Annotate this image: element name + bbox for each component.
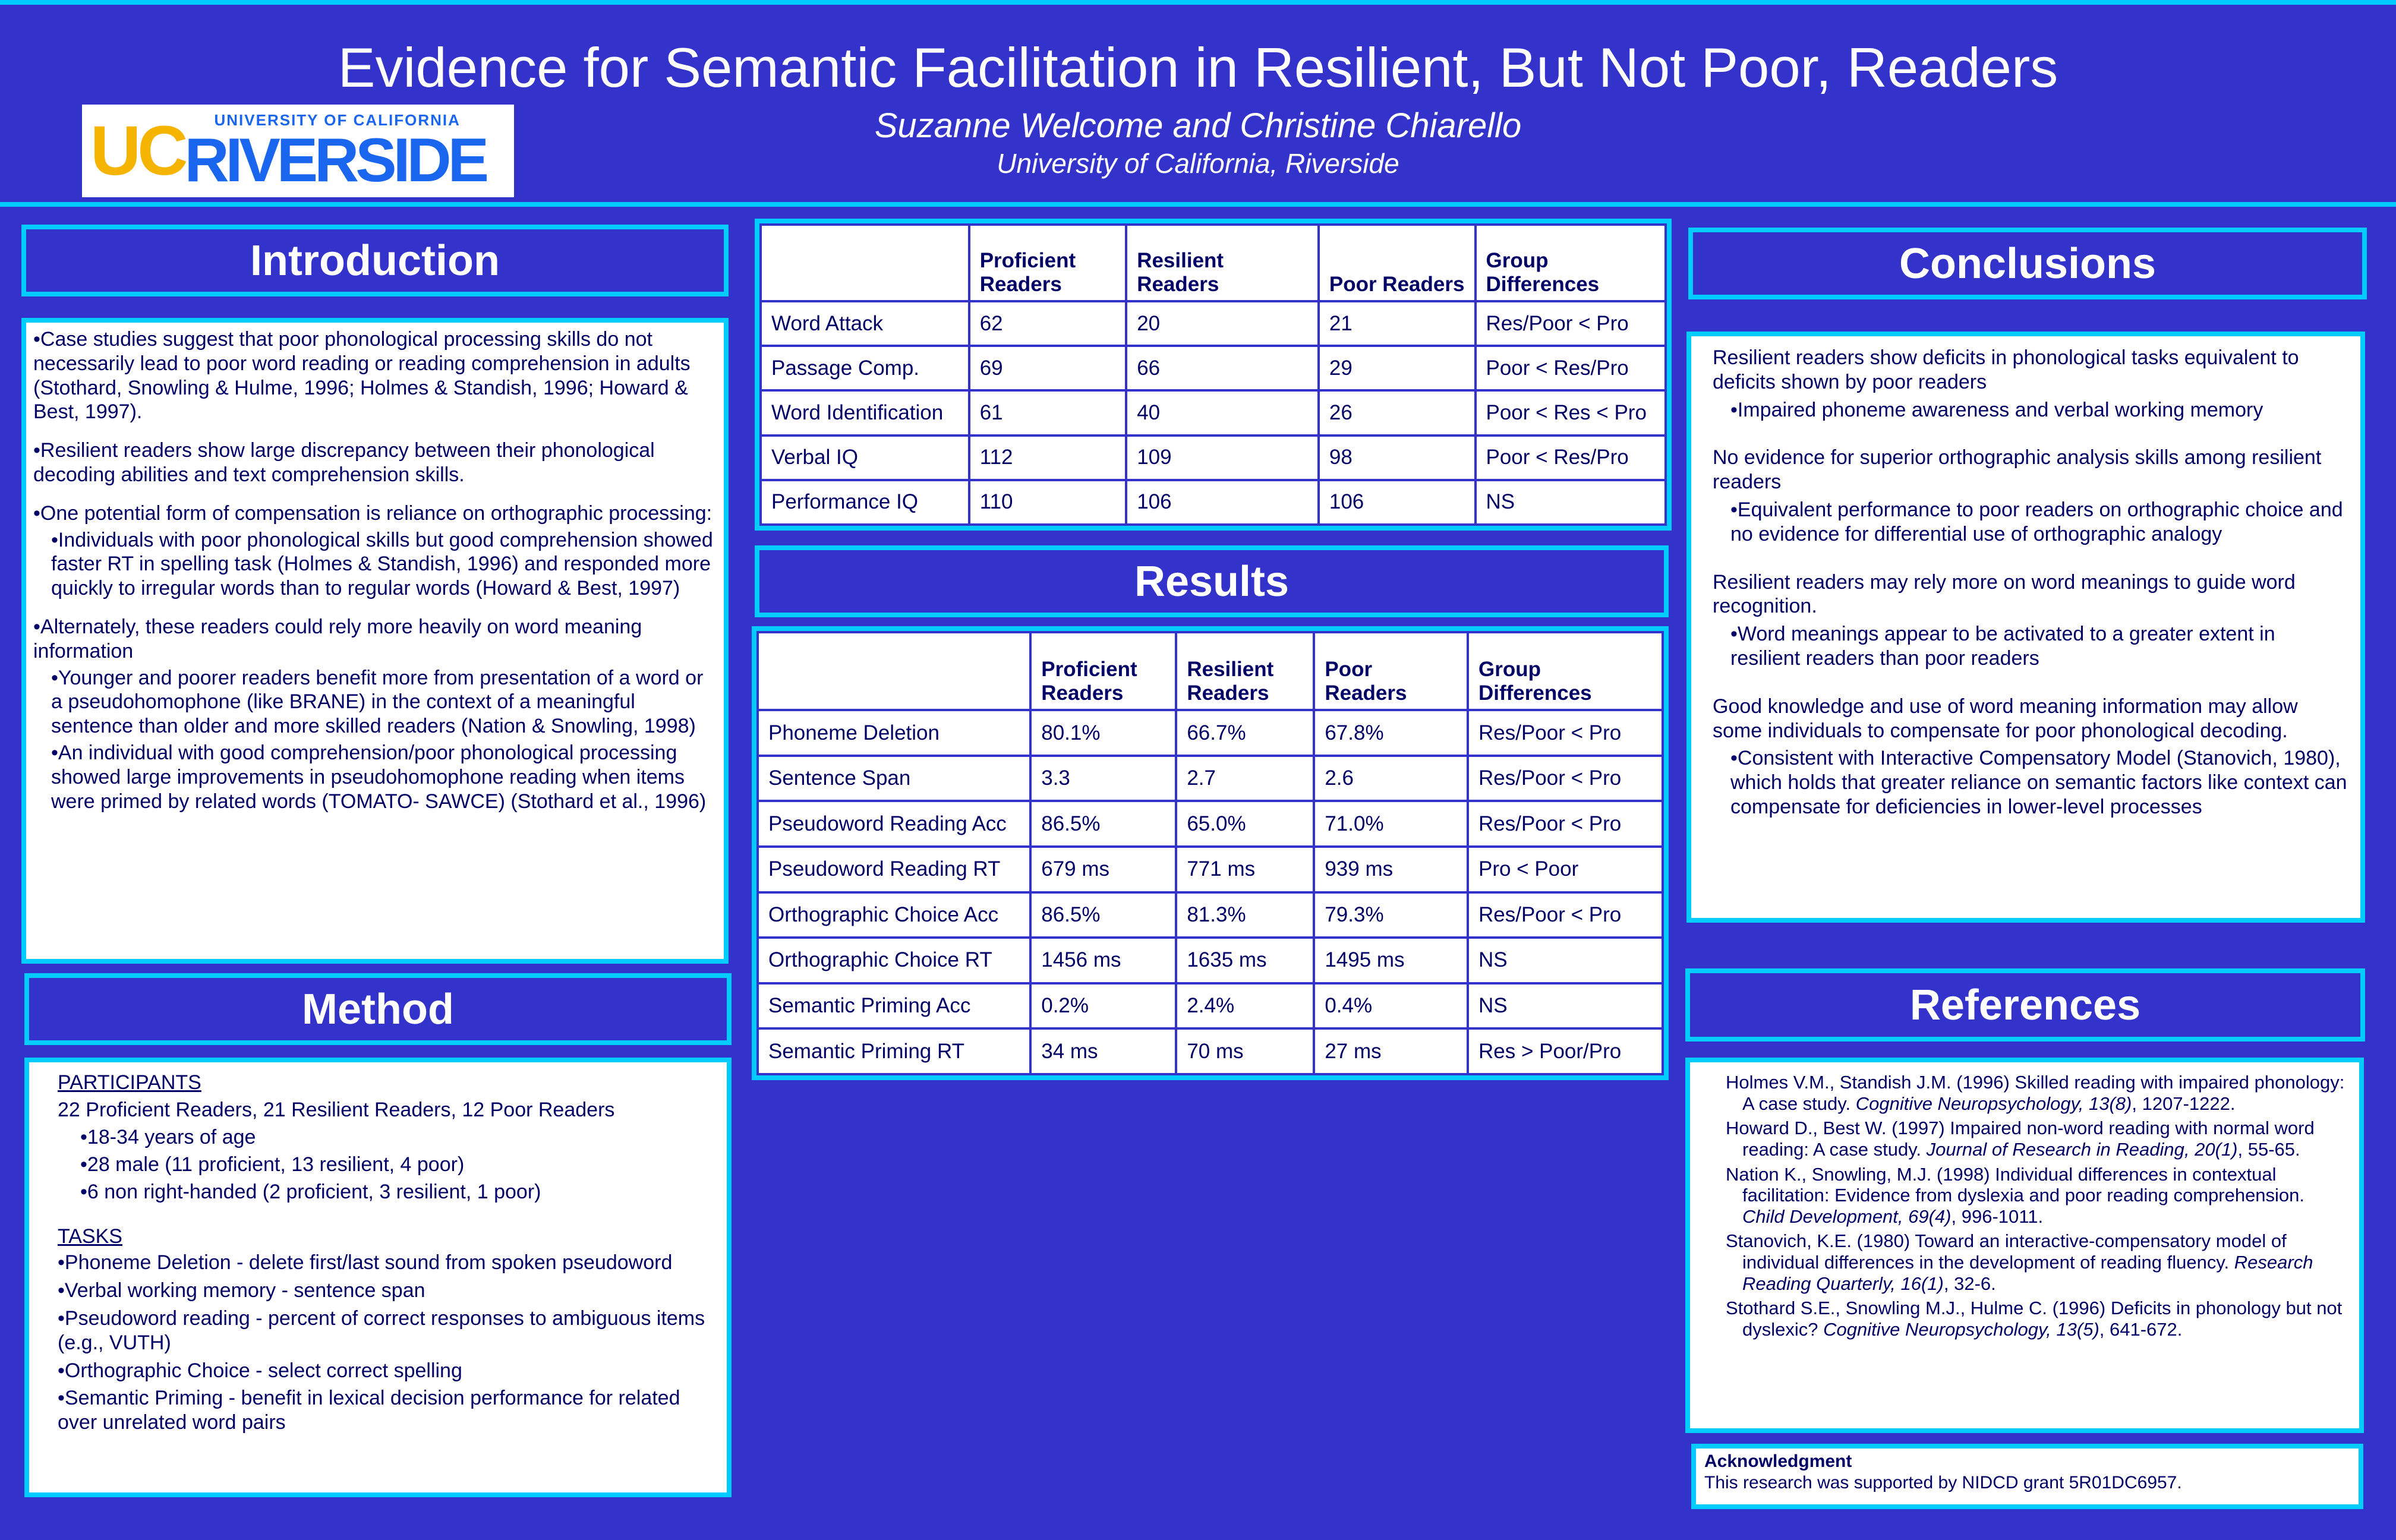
conclusion-subpoint: •Word meanings appear to be activated to a greater extent in resilient readers than poor readers [1730,623,2275,670]
table-row [761,436,1666,480]
table-cell: Res/Poor < Pro [1476,301,1666,346]
intro-body [21,318,729,964]
intro-p4a: •Younger and poorer readers benefit more from presentation of a word or a pseudohomophone (like BRANE) in the context of a meaningful sentence than older and more skilled readers (Nation & Snowling, 1998) [51,666,704,738]
table-cell: 69 [969,346,1126,390]
ack-title: Acknowledgment [1704,1451,1852,1471]
reference-journal: Research Reading Quarterly, 16(1) [1742,1252,2313,1294]
row-label: Word Identification [761,390,969,435]
table-row [758,801,1663,847]
column-header: Poor Readers [1314,632,1468,710]
table-cell: Res/Poor < Pro [1468,801,1663,847]
table-header-row [761,225,1666,301]
reference-text: Holmes V.M., Standish J.M. (1996) Skilled reading with impaired phonology: A case study. [1726,1072,2345,1114]
reference-text: Stothard S.E., Snowling M.J., Hulme C. (1996) Deficits in phonology but not dyslexic? [1726,1298,2343,1340]
table-cell: 771 ms [1176,847,1314,892]
table-cell: 1495 ms [1314,938,1468,983]
table-cell: NS [1468,938,1663,983]
table-cell: Res > Poor/Pro [1468,1028,1663,1074]
column-header: Resilient Readers [1126,225,1319,301]
row-label: Pseudoword Reading Acc [758,801,1030,847]
row-label: Word Attack [761,301,969,346]
table-row [761,480,1666,525]
table-cell: 106 [1319,480,1476,525]
table-cell: Res/Poor < Pro [1468,710,1663,756]
row-label: Sentence Span [758,756,1030,801]
table-row [758,938,1663,983]
table-row [761,346,1666,390]
table-row [761,301,1666,346]
table-cell: 3.3 [1030,756,1176,801]
table-cell: Res/Poor < Pro [1468,892,1663,938]
table-header-row [758,632,1663,710]
demographics-table [755,219,1672,531]
affiliation: University of California, Riverside [997,148,1399,179]
row-label: Passage Comp. [761,346,969,390]
table-row [758,983,1663,1029]
column-header: Poor Readers [1319,225,1476,301]
reference-pages: , 55-65. [2237,1138,2300,1160]
row-label: Orthographic Choice Acc [758,892,1030,938]
column-header [758,632,1030,710]
table-cell: 29 [1319,346,1476,390]
table-cell: 1456 ms [1030,938,1176,983]
table-cell: 34 ms [1030,1028,1176,1074]
reference-item [1726,1118,2347,1160]
logo-name: RIVERSIDE [184,125,486,195]
table-cell: 106 [1126,480,1319,525]
table-cell: 20 [1126,301,1319,346]
reference-item [1726,1072,2347,1114]
intro-p4b: •An individual with good comprehension/poor phonological processing showed large improvements in pseudohomophone reading when items were primed by related words (TOMATO- SAWCE) (Stothard et al., 1996) [51,741,707,813]
references-body [1685,1058,2364,1433]
table-cell: 1635 ms [1176,938,1314,983]
participant-detail: •6 non right-handed (2 proficient, 3 resilient, 1 poor) [80,1180,541,1203]
conclusion-subpoint: •Consistent with Interactive Compensatory Model (Stanovich, 1980), which holds that greater reliance on semantic factors like context can compensate for deficiencies in lower-level processes [1730,747,2347,818]
table-cell: 26 [1319,390,1476,435]
table-cell: 61 [969,390,1126,435]
row-label: Semantic Priming Acc [758,983,1030,1029]
participants-label: PARTICIPANTS [58,1071,201,1094]
table-cell: Pro < Poor [1468,847,1663,892]
row-label: Semantic Priming RT [758,1028,1030,1074]
table-cell: 81.3% [1176,892,1314,938]
conclusion-subpoint: •Equivalent performance to poor readers on orthographic choice and no evidence for differential use of orthographic analogy [1730,498,2343,545]
table-row [758,710,1663,756]
task-item: •Pseudoword reading - percent of correct responses to ambiguous items (e.g., VUTH) [58,1307,705,1354]
table-row [758,1028,1663,1074]
table-cell: 62 [969,301,1126,346]
table-cell: 86.5% [1030,892,1176,938]
table-cell: Poor < Res/Pro [1476,346,1666,390]
row-label: Phoneme Deletion [758,710,1030,756]
conclusions-body [1686,332,2365,923]
table-row [758,756,1663,801]
table-cell: 86.5% [1030,801,1176,847]
participants: 22 Proficient Readers, 21 Resilient Readers, 12 Poor Readers [58,1098,615,1121]
task-item: •Semantic Priming - benefit in lexical decision performance for related over unrelated word pairs [58,1387,680,1434]
table-cell: 27 ms [1314,1028,1468,1074]
reference-pages: , 996-1011. [1951,1206,2044,1227]
table-cell: 70 ms [1176,1028,1314,1074]
table-cell: NS [1476,480,1666,525]
table-cell: 110 [969,480,1126,525]
table-row [758,847,1663,892]
ucr-logo [82,105,514,197]
reference-journal: Cognitive Neuropsychology, 13(5) [1823,1319,2099,1340]
conclusion-point: Resilient readers may rely more on word meanings to guide word recognition. [1713,570,2296,618]
logo-uc: UC [90,112,185,190]
reference-item [1726,1230,2347,1294]
results-heading: Results [755,545,1669,617]
table-cell: 679 ms [1030,847,1176,892]
reference-journal: Cognitive Neuropsychology, 13(8) [1855,1093,2132,1114]
column-header: Proficient Readers [1030,632,1176,710]
task-item: •Phoneme Deletion - delete first/last sound from spoken pseudoword [58,1251,673,1274]
ack-text: This research was supported by NIDCD grant 5R01DC6957. [1704,1473,2182,1492]
table-cell: Poor < Res < Pro [1476,390,1666,435]
reference-journal: Journal of Research in Reading, 20(1) [1926,1138,2238,1160]
row-label: Pseudoword Reading RT [758,847,1030,892]
intro-p3: •One potential form of compensation is reliance on orthographic processing: [33,501,713,525]
column-header: Group Differences [1468,632,1663,710]
table-cell: 21 [1319,301,1476,346]
reference-item [1726,1298,2347,1340]
conclusions-heading: Conclusions [1688,228,2367,299]
table-cell: 112 [969,436,1126,480]
conclusion-subpoint: •Impaired phoneme awareness and verbal working memory [1730,398,2263,421]
conclusion-point: No evidence for superior orthographic analysis skills among resilient readers [1713,446,2322,494]
row-label: Orthographic Choice RT [758,938,1030,983]
intro-p1: •Case studies suggest that poor phonological processing skills do not necessarily lead to poor word reading or reading comprehension in adults (Stothard, Snowling & Hulme, 1996; Holmes & Standish, 1996; Howard & Best, 1997). [33,328,691,424]
table-cell: 939 ms [1314,847,1468,892]
table-cell: Res/Poor < Pro [1468,756,1663,801]
table-cell: 80.1% [1030,710,1176,756]
column-header: Group Differences [1476,225,1666,301]
table-cell: 0.4% [1314,983,1468,1029]
reference-journal: Child Development, 69(4) [1742,1206,1952,1227]
column-header [761,225,969,301]
intro-p4: •Alternately, these readers could rely more heavily on word meaning information [33,615,642,662]
authors: Suzanne Welcome and Christine Chiarello [874,106,1522,145]
column-header: Proficient Readers [969,225,1126,301]
intro-heading: Introduction [21,225,729,296]
reference-text: Howard D., Best W. (1997) Impaired non-word reading with normal word reading: A case study. [1726,1118,2315,1160]
reference-item [1726,1164,2347,1227]
poster-title: Evidence for Semantic Facilitation in Resilient, But Not Poor, Readers [338,36,2058,99]
conclusion-point: Good knowledge and use of word meaning information may allow some individuals to compensate for poor phonological decoding. [1713,695,2298,742]
table-cell: 67.8% [1314,710,1468,756]
table-row [758,892,1663,938]
results-table [752,626,1669,1080]
table-cell: 66 [1126,346,1319,390]
table-cell: 98 [1319,436,1476,480]
references-heading: References [1685,968,2365,1042]
reference-pages: , 32-6. [1943,1273,1996,1294]
tasks-label: TASKS [58,1225,122,1248]
table-cell: 0.2% [1030,983,1176,1029]
acknowledgment [1691,1444,2363,1509]
table-cell: NS [1468,983,1663,1029]
table-cell: 40 [1126,390,1319,435]
reference-pages: , 641-672. [2099,1319,2183,1340]
intro-p3a: •Individuals with poor phonological skills but good comprehension showed faster RT in spelling task (Holmes & Standish, 1996) and responded more quickly to irregular words than to regular words (Howard & Best, 1997) [51,528,713,600]
table-cell: 65.0% [1176,801,1314,847]
method-heading: Method [24,973,732,1045]
logo-top: UNIVERSITY OF CALIFORNIA [214,111,461,129]
task-item: •Verbal working memory - sentence span [58,1279,425,1302]
table-cell: 2.7 [1176,756,1314,801]
table-cell: 2.6 [1314,756,1468,801]
row-label: Verbal IQ [761,436,969,480]
table-cell: 66.7% [1176,710,1314,756]
reference-text: Stanovich, K.E. (1980) Toward an interactive-compensatory model of individual differences in the development of reading fluency. [1726,1230,2287,1273]
task-item: •Orthographic Choice - select correct spelling [58,1359,462,1382]
table-cell: 79.3% [1314,892,1468,938]
intro-p2: •Resilient readers show large discrepancy between their phonological decoding abilities and text comprehension skills. [33,439,655,486]
column-header: Resilient Readers [1176,632,1314,710]
table-row [761,390,1666,435]
participant-detail: •18-34 years of age [80,1125,256,1148]
conclusion-point: Resilient readers show deficits in phonological tasks equivalent to deficits shown by poor readers [1713,346,2299,393]
row-label: Performance IQ [761,480,969,525]
table-cell: Poor < Res/Pro [1476,436,1666,480]
table-cell: 109 [1126,436,1319,480]
method-body [24,1058,732,1497]
table-cell: 2.4% [1176,983,1314,1029]
reference-pages: , 1207-1222. [2132,1093,2236,1114]
reference-text: Nation K., Snowling, M.J. (1998) Individual differences in contextual facilitation: Evidence from dyslexia and poor reading comprehension. [1726,1163,2305,1206]
participant-detail: •28 male (11 proficient, 13 resilient, 4 poor) [80,1153,465,1176]
table-cell: 71.0% [1314,801,1468,847]
poster-header [0,0,2396,207]
